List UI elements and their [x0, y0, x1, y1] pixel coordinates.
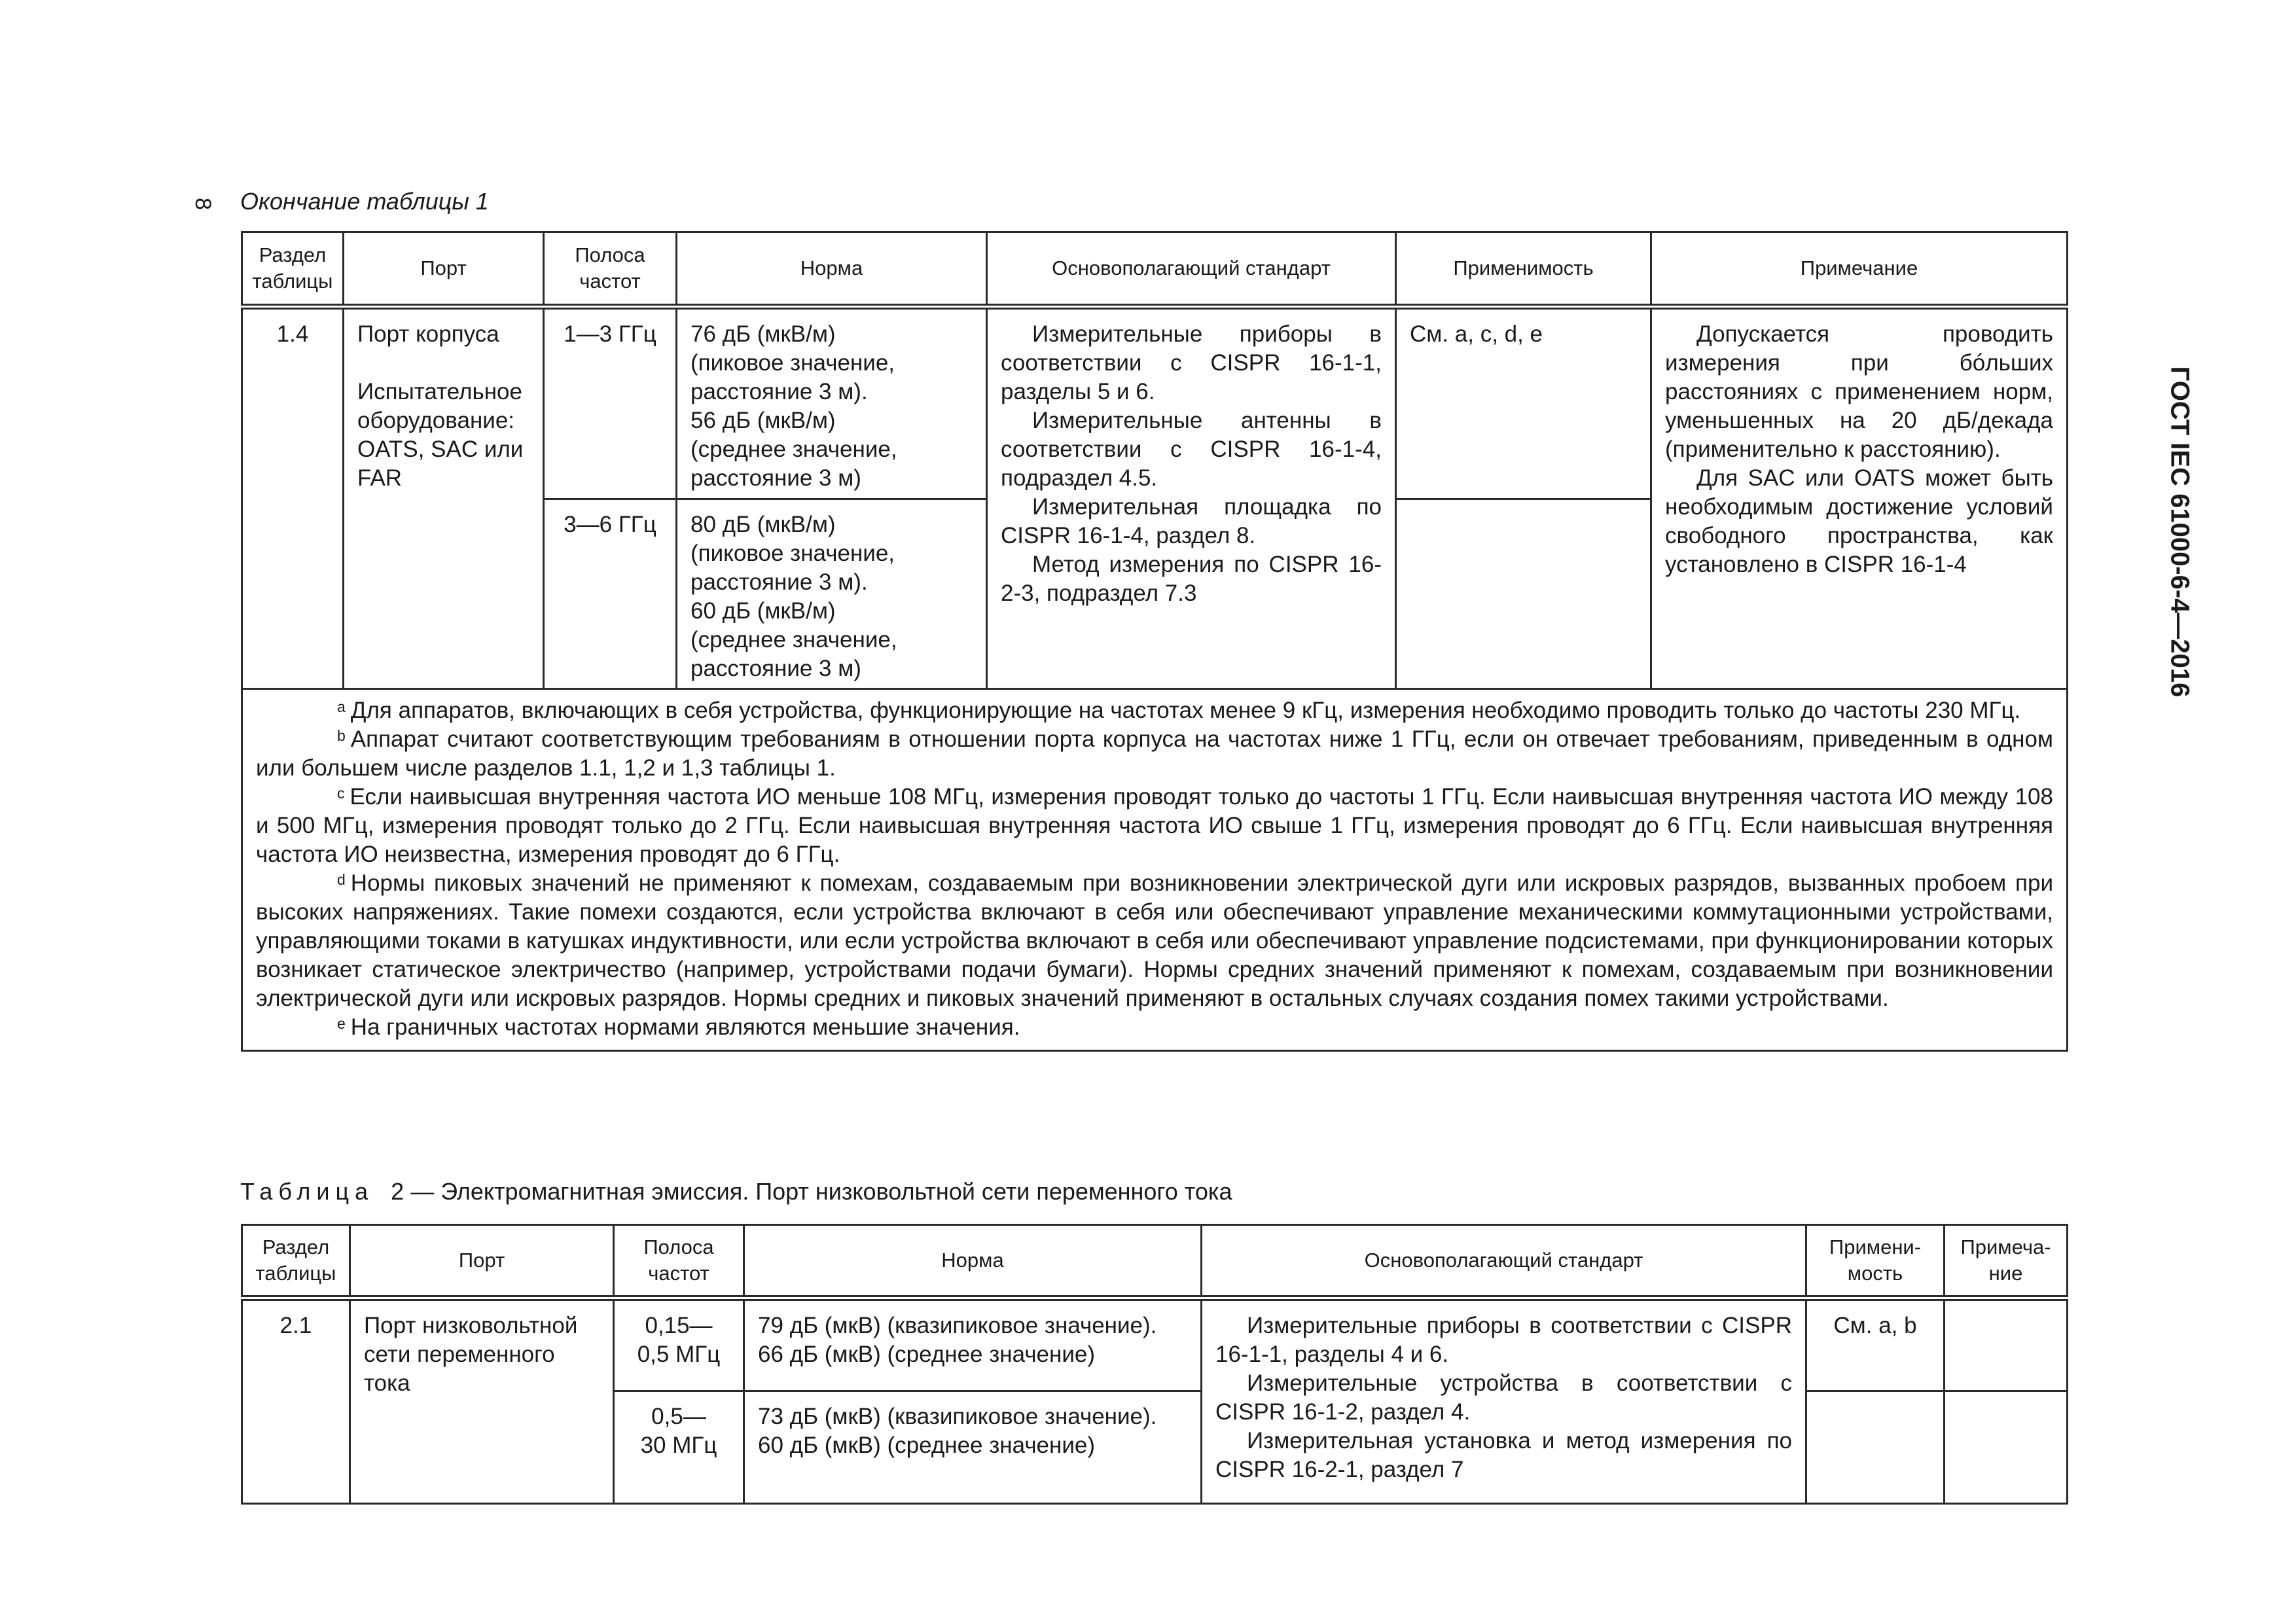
header-note — [1945, 1225, 2068, 1298]
note-paragraph: Для SAC или OATS может быть необходимым достижение условий свободного пространства, как установлено в CISPR 16-1-4 — [1665, 465, 2053, 577]
header-norm: Норма — [677, 232, 987, 307]
footnote-mark: c — [337, 785, 345, 802]
cell-note — [1651, 307, 2068, 689]
norm-line: расстояние 3 м). — [691, 569, 868, 595]
norm-line: (пиковое значение, — [691, 541, 895, 566]
header-standard: Основополагающий стандарт — [987, 232, 1396, 307]
norm-line: 76 дБ (мкВ/м) — [691, 321, 836, 347]
cell-note-1 — [1945, 1298, 2068, 1391]
header-band: Полоса частот — [614, 1225, 744, 1298]
cell-applicability-2 — [1396, 499, 1651, 689]
table-1 — [241, 231, 2068, 1052]
footnote-mark: e — [337, 1015, 346, 1032]
cell-norm-1 — [744, 1298, 1202, 1391]
norm-line: 60 дБ (мкВ/м) — [691, 598, 836, 624]
band-line: 0,5— — [651, 1404, 706, 1429]
header-line: ние — [1988, 1262, 2023, 1285]
cell-port — [344, 307, 544, 689]
standard-paragraph: Метод измерения по CISPR 16-2-3, подраздел 7.3 — [1001, 552, 1382, 606]
cell-applicability-1: См. a, b — [1806, 1298, 1945, 1391]
header-section: Раздел таблицы — [242, 232, 344, 307]
cell-section: 2.1 — [242, 1298, 350, 1504]
standard-paragraph: Измерительные приборы в соответствии с CISPR 16-1-1, разделы 5 и 6. — [1001, 321, 1382, 404]
band-line: 0,5 МГц — [637, 1342, 721, 1367]
norm-line: 60 дБ (мкВ) (среднее значение) — [758, 1433, 1096, 1458]
norm-line: 56 дБ (мкВ/м) — [691, 408, 836, 433]
header-line: Примеча- — [1960, 1235, 2051, 1258]
footnote-text: Если наивысшая внутренняя частота ИО меньше 108 МГц, измерения проводят только до частоты 1 ГГц. Если наивысшая внутренняя частота ИО между 108 и 500 МГц, измерения проводят только до 2 ГГц. Если наивысшая внутренняя частота ИО свыше 1 ГГц, измерения проводят до 6 ГГц. Если наивысшая внутренняя частота ИО неизвестна, измерения проводят до 6 ГГц. — [256, 784, 2053, 867]
footnote-e — [256, 1013, 2053, 1042]
header-standard: Основополагающий стандарт — [1202, 1225, 1806, 1298]
table-2-caption: 2 — Электромагнитная эмиссия. Порт низковольтной сети переменного тока — [391, 1178, 1232, 1205]
footnote-text: Для аппаратов, включающих в себя устройства, функционирующие на частотах менее 9 кГц, измерения необходимо проводить только до частоты 230 МГц. — [350, 698, 2021, 723]
header-note: Примечание — [1651, 232, 2068, 307]
norm-line: расстояние 3 м) — [691, 656, 861, 681]
norm-line: (среднее значение, — [691, 627, 897, 652]
standard-paragraph: Измерительные антенны в соответствии с CISPR 16-1-4, подраздел 4.5. — [1001, 408, 1382, 491]
header-section: Раздел таблицы — [242, 1225, 350, 1298]
table-2-title — [240, 1178, 1232, 1205]
norm-line: (пиковое значение, — [691, 350, 895, 376]
header-port: Порт — [350, 1225, 614, 1298]
footnote-text: Нормы пиковых значений не применяют к помехам, создаваемым при возникновении электрической дуги или искровых разрядов, вызванных пробоем при высоких напряжениях. Такие помехи создаются, если устройства включают в себя или обеспечивают управление механическими коммутационными устройствами, управляющими токами в катушках индуктивности, или если устройства включают в себя или обеспечивают управление подсистемами, при функционировании которых возникает статическое электричество (например, устройствами подачи бумаги). Нормы средних значений применяют к помехам, создаваемым при возникновении электрической дуги или искровых разрядов. Нормы средних и пиковых значений применяют в остальных случаях создания помех такими устройствами. — [256, 870, 2053, 1011]
port-name: Порт корпуса — [357, 321, 499, 347]
port-equipment: Испытательное оборудование: OATS, SAC или FAR — [357, 379, 524, 491]
norm-line: 80 дБ (мкВ/м) — [691, 512, 836, 537]
header-port: Порт — [344, 232, 544, 307]
footnote-c — [256, 783, 2053, 869]
footnote-a — [256, 696, 2053, 725]
cell-port: Порт низковольтной сети переменного тока — [350, 1298, 614, 1504]
header-applicability — [1806, 1225, 1945, 1298]
cell-standard — [1202, 1298, 1806, 1504]
footnote-text: На граничных частотах нормами являются меньшие значения. — [350, 1014, 1020, 1040]
header-line: мость — [1847, 1262, 1903, 1285]
cell-section: 1.4 — [242, 307, 344, 689]
header-norm: Норма — [744, 1225, 1202, 1298]
header-line: Примени- — [1829, 1235, 1922, 1258]
footnote-text: Аппарат считают соответствующим требованиям в отношении порта корпуса на частотах ниже 1 ГГц, если он отвечает требованиям, приведенным в одном или большем числе разделов 1.1, 1,2 и 1,3 таблицы 1. — [256, 726, 2053, 781]
norm-line: (среднее значение, — [691, 437, 897, 462]
note-paragraph: Допускается проводить измерения при бóльших расстояниях с применением норм, уменьшенных на 20 дБ/декада (применительно к расстоянию). — [1665, 321, 2053, 462]
cell-band-2: 3—6 ГГц — [544, 499, 677, 689]
document-side-title: ГОСТ IEC 61000-6-4—2016 — [2165, 366, 2195, 698]
norm-line: 73 дБ (мкВ) (квазипиковое значение). — [758, 1404, 1157, 1429]
cell-norm-2 — [744, 1391, 1202, 1504]
header-applicability: Применимость — [1396, 232, 1651, 307]
table-2-label: Таблица — [240, 1178, 374, 1205]
cell-note-2 — [1945, 1391, 2068, 1504]
header-band: Полоса частот — [544, 232, 677, 307]
cell-band-1 — [614, 1298, 744, 1391]
cell-band-1: 1—3 ГГц — [544, 307, 677, 499]
band-line: 0,15— — [645, 1313, 713, 1338]
footnote-mark: b — [337, 727, 346, 744]
cell-applicability-2 — [1806, 1391, 1945, 1504]
cell-applicability-1: См. a, c, d, e — [1396, 307, 1651, 499]
table-2 — [241, 1224, 2068, 1505]
cell-norm-1 — [677, 307, 987, 499]
band-line: 30 МГц — [640, 1433, 717, 1458]
cell-norm-2 — [677, 499, 987, 689]
footnote-d — [256, 869, 2053, 1013]
footnote-mark: a — [337, 698, 346, 715]
norm-line: 79 дБ (мкВ) (квазипиковое значение). — [758, 1313, 1157, 1338]
page-number: 8 — [190, 198, 215, 210]
norm-line: расстояние 3 м) — [691, 465, 861, 491]
cell-band-2 — [614, 1391, 744, 1504]
standard-paragraph: Измерительная установка и метод измерения по CISPR 16-2-1, раздел 7 — [1215, 1428, 1792, 1482]
standard-paragraph: Измерительная площадка по CISPR 16-1-4, раздел 8. — [1001, 494, 1382, 548]
norm-line: расстояние 3 м). — [691, 379, 868, 404]
standard-paragraph: Измерительные приборы в соответствии с CISPR 16-1-1, разделы 4 и 6. — [1215, 1313, 1792, 1367]
footnote-mark: d — [337, 871, 346, 888]
standard-paragraph: Измерительные устройства в соответствии с CISPR 16-1-2, раздел 4. — [1215, 1370, 1792, 1425]
norm-line: 66 дБ (мкВ) (среднее значение) — [758, 1342, 1096, 1367]
cell-standard — [987, 307, 1396, 689]
footnotes — [242, 689, 2068, 1051]
table-continuation-caption: Окончание таблицы 1 — [240, 188, 489, 215]
footnote-b — [256, 725, 2053, 783]
